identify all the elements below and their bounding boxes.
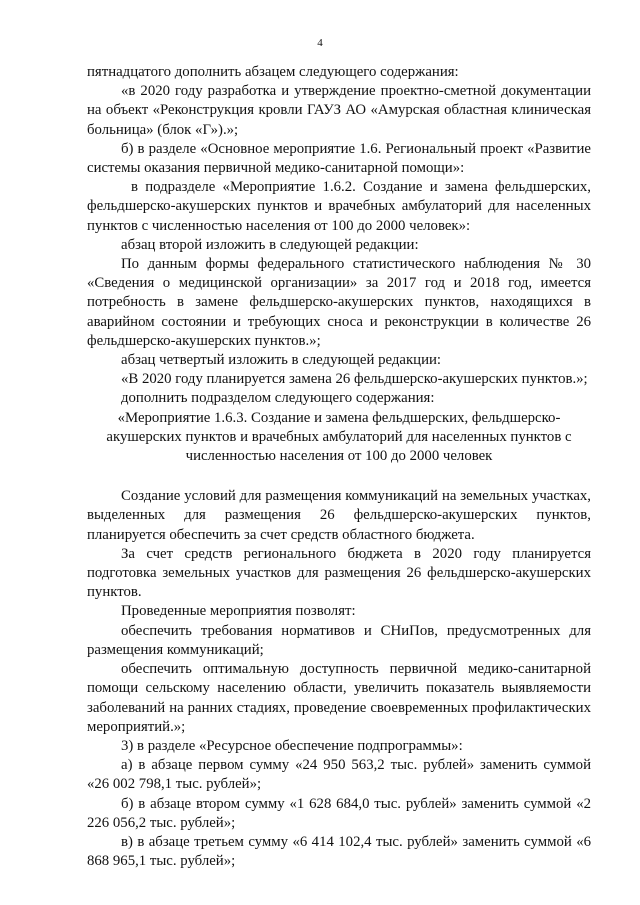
subsection-heading: «Мероприятие 1.6.3. Создание и замена фельдшерских, фельдшерско-акушерских пунктов и врачебных амбулаторий для населенных пунктов с численностью населения от 100 до 2000 человек [106, 409, 572, 465]
paragraph: Проведенные мероприятия позволят: [121, 603, 356, 620]
paragraph: б) в абзаце втором сумму «1 628 684,0 тыс. рублей» заменить суммой «2 226 056,2 тыс. рублей»; [87, 795, 591, 831]
paragraph: Создание условий для размещения коммуникаций на земельных участках, выделенных для размещения 26 фельдшерско-акушерских пунктов, планируется обеспечить за счет средств областного бюджета. [87, 488, 591, 543]
paragraph: абзац второй изложить в следующей редакции: [121, 236, 419, 253]
paragraph: в подразделе «Мероприятие 1.6.2. Создание и замена фельдшерских, фельдшерско-акушерских пунктов и врачебных амбулаторий для населенных пунктов с численностью населения от 100 до 2000 человек»: [87, 179, 591, 234]
paragraph: а) в абзаце первом сумму «24 950 563,2 тыс. рублей» заменить суммой «26 002 798,1 тыс. рублей»; [87, 757, 591, 793]
paragraph: дополнить подразделом следующего содержания: [121, 390, 435, 407]
paragraph: обеспечить оптимальную доступность первичной медико-санитарной помощи сельскому населению области, увеличить показатель выявляемости заболеваний на ранних стадиях, проведение своевременных профилактических мероприятий.»; [87, 661, 591, 735]
paragraph: По данным формы федерального статистического наблюдения № 30 «Сведения о медицинской организации» за 2017 год и 2018 год, имеется потребность в замене фельдшерско-акушерских пунктов, находящихся в аварийном состоянии и требующих сноса и реконструкции в количестве 26 фельдшерско-акушерских пунктов.»; [87, 256, 591, 349]
paragraph: б) в разделе «Основное мероприятие 1.6. Региональный проект «Развитие системы оказания первичной медико-санитарной помощи»: [87, 140, 591, 177]
paragraph: в) в абзаце третьем сумму «6 414 102,4 тыс. рублей» заменить суммой «6 868 965,1 тыс. рублей»; [87, 833, 591, 870]
paragraph: обеспечить требования нормативов и СНиПов, предусмотренных для размещения коммуникаций; [87, 622, 591, 658]
paragraph: 3) в разделе «Ресурсное обеспечение подпрограммы»: [121, 737, 463, 754]
document-body [87, 63, 591, 871]
paragraph: За счет средств регионального бюджета в 2020 году планируется подготовка земельных участков для размещения 26 фельдшерско-акушерских пунктов. [87, 545, 591, 601]
paragraph: абзац четвертый изложить в следующей редакции: [121, 352, 442, 369]
paragraph: «в 2020 году разработка и утверждение проектно-сметной документации на объект «Реконструкция кровли ГАУЗ АО «Амурская областная клиническая больница» (блок «Г»).»; [87, 83, 591, 138]
page-number: 4 [317, 37, 323, 49]
paragraph: пятнадцатого дополнить абзацем следующего содержания: [87, 64, 459, 80]
paragraph: «В 2020 году планируется замена 26 фельдшерско-акушерских пунктов.»; [121, 371, 588, 388]
